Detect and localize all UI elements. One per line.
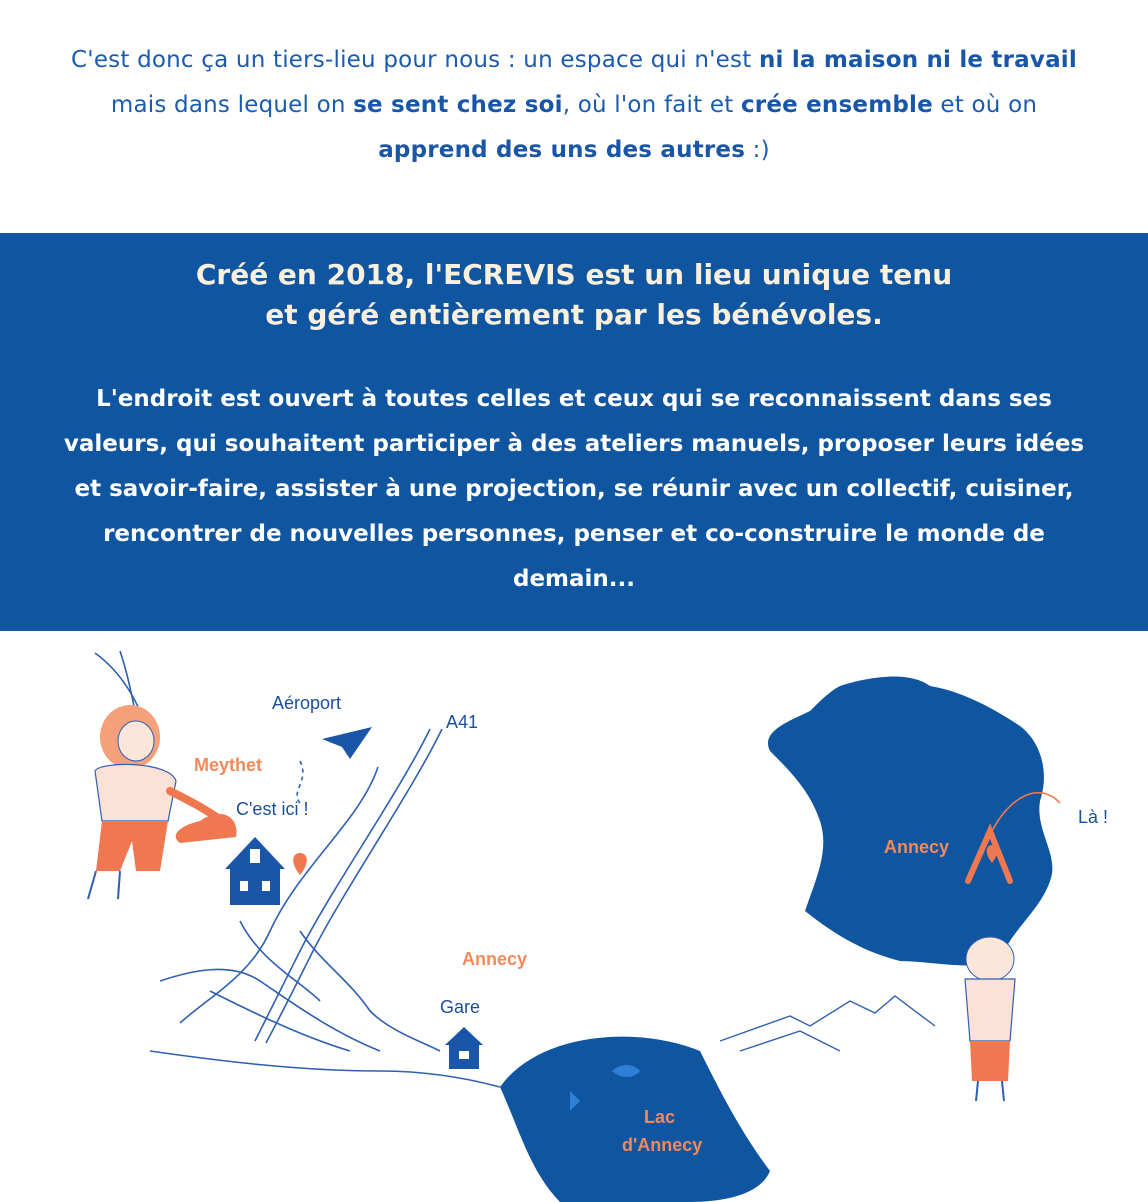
lake-label-line-1: Lac xyxy=(644,1107,676,1127)
about-title xyxy=(100,255,1048,335)
about-title-line-2: et géré entièrement par les bénévoles. xyxy=(265,298,883,331)
station-icon xyxy=(445,1027,483,1069)
there-label: Là ! xyxy=(1078,807,1109,827)
house-icon xyxy=(225,837,285,905)
meythet-label: Meythet xyxy=(194,755,263,775)
map-illustration xyxy=(0,631,1148,1202)
dotted-path xyxy=(297,761,303,803)
lake-label-line-2: d'Annecy xyxy=(622,1135,703,1155)
here-label: C'est ici ! xyxy=(236,799,309,819)
location-pin-icon xyxy=(293,853,307,875)
shorts xyxy=(970,1041,1010,1081)
intro-bold-1: ni la maison ni le travail xyxy=(758,47,1077,73)
about-title-line-1: Créé en 2018, l'ECREVIS est un lieu unique tenu xyxy=(195,258,953,291)
annecy-city-label: Annecy xyxy=(462,949,528,969)
station-label: Gare xyxy=(440,997,481,1017)
mountains xyxy=(720,996,935,1051)
road-line xyxy=(255,729,430,1041)
intro-text-2: mais dans lequel on xyxy=(110,92,354,118)
france-city-label: Annecy xyxy=(884,837,950,857)
legs xyxy=(88,871,120,899)
about-band xyxy=(0,233,1148,631)
highway-label: A41 xyxy=(446,712,479,732)
intro-bold-2: se sent chez soi xyxy=(353,92,563,118)
intro-section xyxy=(0,0,1148,232)
intro-paragraph xyxy=(60,38,1088,173)
face xyxy=(118,721,154,761)
shorts xyxy=(96,821,168,871)
road-line xyxy=(266,729,442,1043)
claw xyxy=(176,814,237,843)
france-map xyxy=(768,677,1052,966)
intro-text-3: , où l'on fait et xyxy=(562,92,741,118)
shirt xyxy=(95,764,176,821)
face xyxy=(966,937,1014,981)
about-body: L'endroit est ouvert à toutes celles et ceux qui se reconnaissent dans ses valeurs, qui souhaitent participer à des ateliers manuels, proposer leurs idées et savoir-faire, assister à une projection, se réunir avec un collectif, cuisiner, rencontrer de nouvelles personnes, penser et co-construire le monde de demain... xyxy=(63,386,1085,592)
intro-bold-3: crée ensemble xyxy=(740,92,933,118)
woman-character xyxy=(88,651,237,899)
shirt xyxy=(965,979,1015,1041)
intro-text-4: et où on xyxy=(932,92,1038,118)
intro-bold-4: apprend des uns des autres xyxy=(378,137,746,163)
map-svg xyxy=(0,631,1148,1202)
airport-label: Aéroport xyxy=(272,693,342,713)
roads xyxy=(150,729,500,1087)
road-line xyxy=(300,931,440,1051)
road-line xyxy=(150,1051,500,1087)
intro-text-5: :) xyxy=(745,137,770,163)
lake-shape xyxy=(500,1037,770,1202)
intro-text-1: C'est donc ça un tiers-lieu pour nous : un espace qui n'est xyxy=(71,47,759,73)
legs xyxy=(976,1081,1004,1101)
road-line xyxy=(210,991,350,1051)
paper-plane-icon xyxy=(322,727,372,759)
